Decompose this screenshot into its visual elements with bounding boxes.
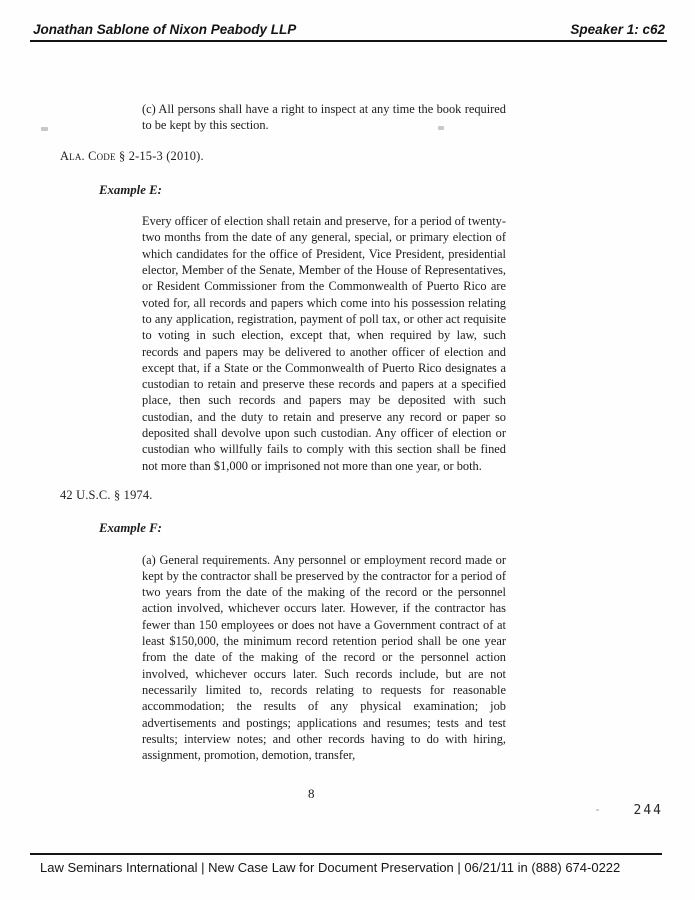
example-e-text: Every officer of election shall retain and preserve, for a period of twenty-two months from the date of any general, special, or primary election of which candidates for the office of President, Vice President, presidential elector, Member of the Senate, Member of the House of Representatives, or Resident Commissioner from the Commonwealth of Puerto Rico are voted for, all records and papers which come into his possession relating to any application, registration, payment of poll tax, or other act requisite to voting in such election, except that, when required by law, such records and papers may be delivered to another officer of election and except that, if a State or the Commonwealth of Puerto Rico designates a custodian to retain and preserve these records and papers at a specified place, then such records and papers may be deposited with such custodian, and the duty to retain and preserve any record or paper so deposited shall devolve upon such custodian. Any officer of election or custodian who willfully fails to comply with this section shall be fined not more than $1,000 or imprisoned not more than one year, or both.	[142, 214, 506, 473]
footer-seminar-info: Law Seminars International | New Case Law for Document Preservation | 06/21/11 in (888) 674-0222	[40, 860, 621, 875]
header-speaker: Speaker 1: c62	[570, 22, 665, 37]
header-rule	[30, 40, 667, 42]
example-f-heading: Example F:	[99, 521, 162, 536]
example-e-heading: Example E:	[99, 182, 162, 197]
page-number: 8	[308, 786, 315, 801]
quote-subsection-c: (c) All persons shall have a right to inspect at any time the book required to be kept by this section.	[142, 102, 506, 133]
citation-ala-code: Ala. Code § 2-15-3 (2010).	[60, 148, 204, 163]
document-body	[60, 101, 506, 763]
bates-number: 244	[633, 803, 663, 818]
document-header	[33, 22, 665, 37]
scan-artifact	[438, 126, 444, 130]
scan-artifact	[596, 809, 599, 811]
scan-artifact	[41, 127, 48, 131]
example-f-text: (a) General requirements. Any personnel or employment record made or kept by the contractor shall be preserved by the contractor for a period of two years from the date of the making of the record or the personnel action involved, whichever occurs later. However, if the contractor has fewer than 150 employees or does not have a Government contract of at least $150,000, the minimum record retention period shall be one year from the date of the making of the record or the personnel action involved, whichever occurs later. Such records include, but are not necessarily limited to, records relating to requests for reasonable accommodation; the results of any physical examination; job advertisements and postings; applications and resumes; tests and test results; interview notes; and other records having to do with hiring, assignment, promotion, demotion, transfer,	[142, 552, 506, 763]
footer-rule	[30, 853, 662, 855]
header-author: Jonathan Sablone of Nixon Peabody LLP	[33, 22, 297, 37]
citation-usc: 42 U.S.C. § 1974.	[60, 487, 153, 502]
